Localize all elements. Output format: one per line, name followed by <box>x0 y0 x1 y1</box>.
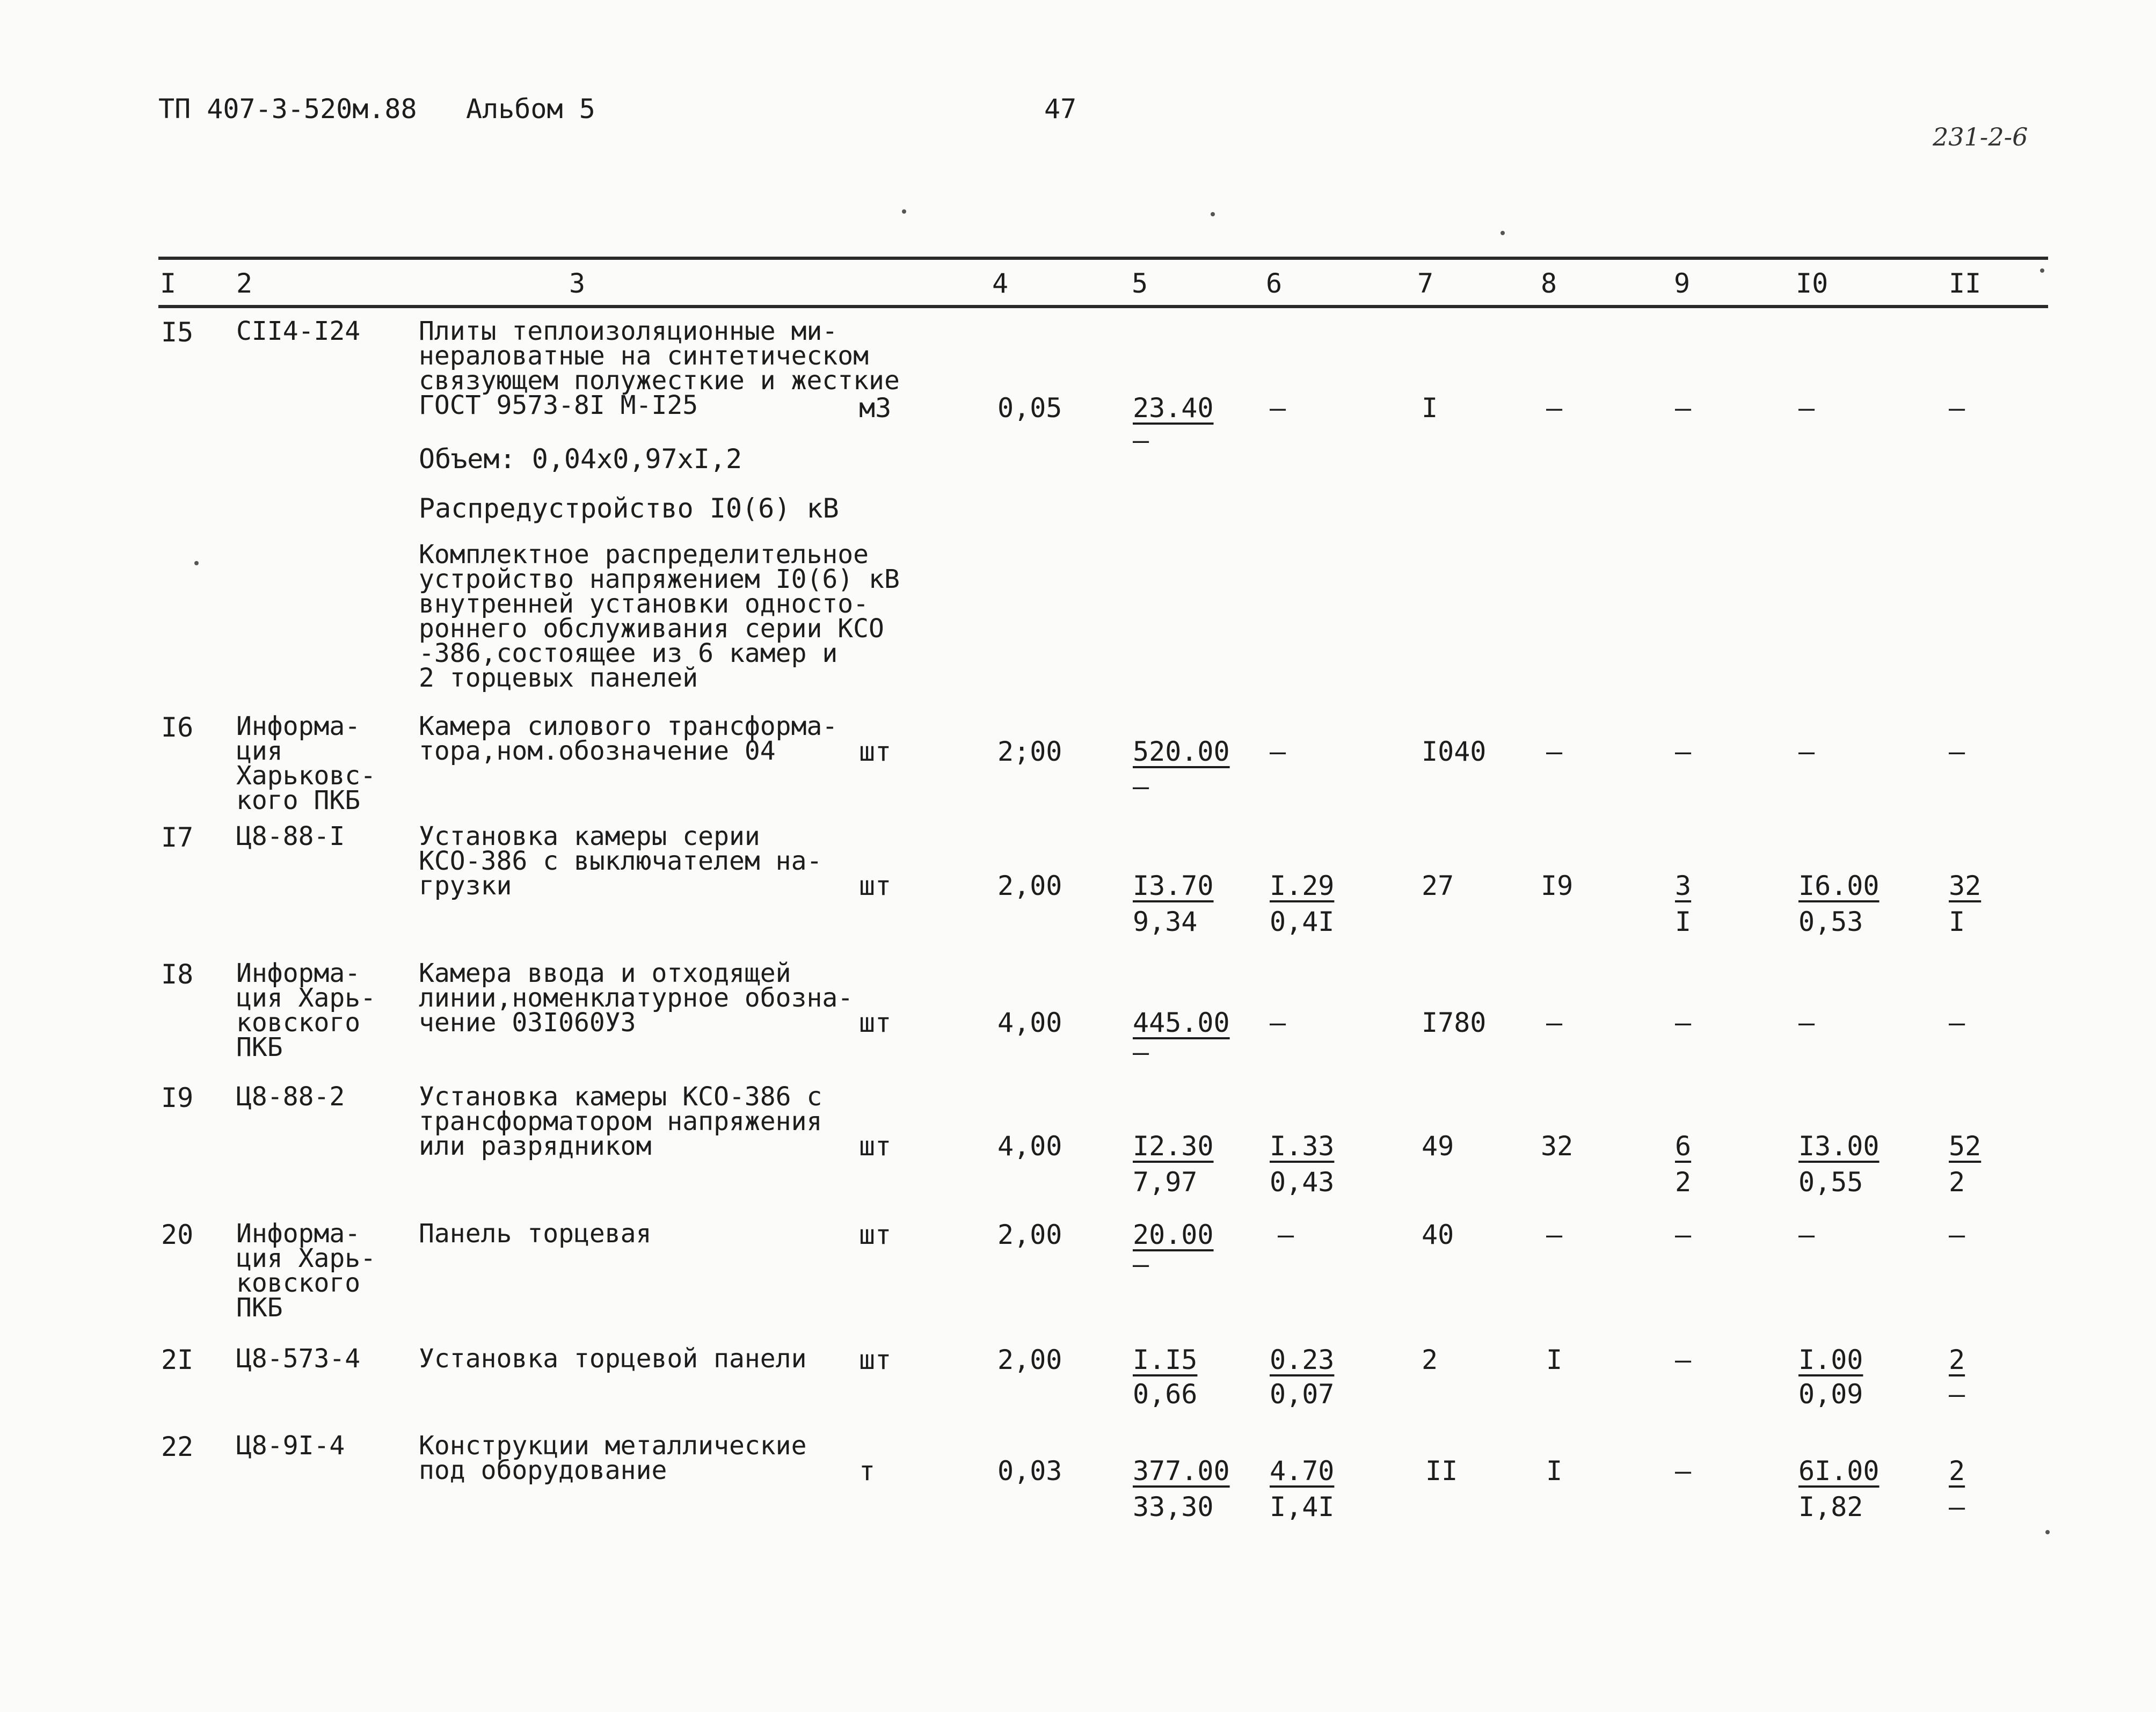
col11-value: 2 <box>1949 1344 1965 1375</box>
col8-value: I <box>1546 1455 1563 1487</box>
row-code: Ц8-573-4 <box>236 1344 361 1374</box>
col10-value: – <box>1798 1007 1815 1038</box>
section-title: Распредустройство I0(6) кВ <box>419 493 839 524</box>
col6-value: 0.23 <box>1270 1344 1335 1375</box>
col10-value: I3.00 <box>1798 1131 1880 1162</box>
row-unit: шт <box>859 1219 892 1250</box>
row-description: Панель торцевая <box>419 1219 652 1249</box>
col8-value: 32 <box>1541 1131 1574 1162</box>
row-description: Установка камеры серии КСО-386 с выключателем на- грузки <box>419 821 822 901</box>
col10-subvalue: I,82 <box>1798 1491 1863 1522</box>
col6-value: I.29 <box>1270 870 1335 901</box>
volume-note: Объем: 0,04х0,97хI,2 <box>419 443 742 475</box>
row-number: 20 <box>161 1219 194 1250</box>
col11-value: – <box>1949 392 1965 424</box>
col5-subvalue: – <box>1133 1249 1149 1280</box>
col8-value: – <box>1546 736 1563 767</box>
row-number: I5 <box>161 317 194 348</box>
col10-value: – <box>1798 736 1815 767</box>
col5-subvalue: 33,30 <box>1133 1491 1214 1522</box>
row-unit: м3 <box>859 392 892 424</box>
col8-value: – <box>1546 1219 1563 1250</box>
col10-value: – <box>1798 392 1815 424</box>
table-header-rule <box>158 305 2048 308</box>
row-unit: шт <box>859 1007 892 1038</box>
col6-value: – <box>1270 1007 1286 1038</box>
col5-subvalue: 7,97 <box>1133 1167 1198 1198</box>
col8-value: – <box>1546 1007 1563 1038</box>
col5-value: 445.00 <box>1133 1007 1230 1038</box>
scan-speck <box>2045 1530 2050 1534</box>
row-code: Информа- ция Харьковс- кого ПКБ <box>236 711 376 815</box>
col9-value: 3 <box>1675 870 1692 901</box>
col5-value: I2.30 <box>1133 1131 1214 1162</box>
row-code: Информа- ция Харь- ковского ПКБ <box>236 1219 376 1323</box>
col9-value: 6 <box>1675 1131 1692 1162</box>
col-header-1: I <box>160 268 177 299</box>
section-description: Комплектное распределительное устройство напряжением I0(6) кВ внутренней установки односто- роннего обслуживания серии КСО -386,состоящее из 6 камер и 2 торцевых панелей <box>419 540 900 693</box>
col6-value: I.33 <box>1270 1131 1335 1162</box>
row-code: Информа- ция Харь- ковского ПКБ <box>236 958 376 1062</box>
col-header-6: 6 <box>1266 268 1283 299</box>
col11-value: – <box>1949 1219 1965 1250</box>
row-description: Конструкции металлические под оборудование <box>419 1431 807 1485</box>
col5-value: 377.00 <box>1133 1455 1230 1487</box>
col5-subvalue: – <box>1133 771 1149 802</box>
col5-subvalue: – <box>1133 425 1149 456</box>
scan-speck <box>1501 231 1505 235</box>
row-number: 22 <box>161 1431 194 1462</box>
col5-value: 20.00 <box>1133 1219 1214 1250</box>
col9-value: – <box>1675 392 1692 424</box>
col8-value: – <box>1546 392 1563 424</box>
row-description: Камера силового трансформа- тора,ном.обозначение 04 <box>419 711 838 766</box>
row-quantity: 2,00 <box>997 870 1062 901</box>
col9-subvalue: I <box>1675 906 1692 937</box>
row-code: Ц8-9I-4 <box>236 1431 345 1461</box>
col9-subvalue: 2 <box>1675 1167 1692 1198</box>
col10-value: – <box>1798 1219 1815 1250</box>
album-label: Альбом 5 <box>466 93 595 125</box>
col-header-7: 7 <box>1417 268 1434 299</box>
col11-subvalue: – <box>1949 1491 1965 1522</box>
scan-speck <box>902 209 906 214</box>
col10-value: I6.00 <box>1798 870 1880 901</box>
col5-value: I3.70 <box>1133 870 1214 901</box>
row-unit: шт <box>859 1131 892 1162</box>
col7-value: I <box>1422 392 1438 424</box>
col10-value: 6I.00 <box>1798 1455 1880 1487</box>
col6-subvalue: 0,43 <box>1270 1167 1335 1198</box>
row-unit: т <box>859 1455 876 1487</box>
col-header-10: I0 <box>1796 268 1829 299</box>
col9-value: – <box>1675 1344 1692 1375</box>
scan-speck <box>1211 212 1215 216</box>
col-header-4: 4 <box>992 268 1009 299</box>
col10-value: I.00 <box>1798 1344 1863 1375</box>
scan-speck <box>194 561 199 565</box>
col5-value: 23.40 <box>1133 392 1214 424</box>
col5-subvalue: – <box>1133 1037 1149 1068</box>
col9-value: – <box>1675 1007 1692 1038</box>
col6-value: – <box>1270 736 1286 767</box>
col10-subvalue: 0,53 <box>1798 906 1863 937</box>
row-unit: шт <box>859 870 892 901</box>
row-quantity: 0,05 <box>997 392 1062 424</box>
col11-subvalue: I <box>1949 906 1965 937</box>
col6-subvalue: 0,07 <box>1270 1379 1335 1410</box>
col7-value: I780 <box>1422 1007 1487 1038</box>
col6-subvalue: 0,4I <box>1270 906 1335 937</box>
scan-speck <box>2040 268 2044 273</box>
col5-value: 520.00 <box>1133 736 1230 767</box>
page-number: 47 <box>1044 93 1077 125</box>
handwritten-mark: 231-2-6 <box>1933 122 2028 151</box>
row-description: Плиты теплоизоляционные ми- нераловатные на синтетическом связующем полужесткие и жесткие ГОСТ 9573-8I М-I25 <box>419 316 900 420</box>
col11-value: – <box>1949 1007 1965 1038</box>
row-quantity: 4,00 <box>997 1007 1062 1038</box>
col9-value: – <box>1675 1219 1692 1250</box>
row-number: I6 <box>161 712 194 743</box>
row-quantity: 0,03 <box>997 1455 1062 1487</box>
col6-value: – <box>1270 392 1286 424</box>
col7-value: I040 <box>1422 736 1487 767</box>
col9-value: – <box>1675 736 1692 767</box>
col-header-8: 8 <box>1541 268 1557 299</box>
row-description: Установка камеры КСО-386 с трансформатором напряжения или разрядником <box>419 1082 822 1161</box>
row-number: 2I <box>161 1344 194 1375</box>
row-number: I9 <box>161 1082 194 1113</box>
col8-value: I9 <box>1541 870 1574 901</box>
col5-subvalue: 0,66 <box>1133 1379 1198 1410</box>
table-top-rule <box>158 257 2048 260</box>
col-header-5: 5 <box>1132 268 1148 299</box>
col11-subvalue: 2 <box>1949 1167 1965 1198</box>
col7-value: II <box>1425 1455 1458 1487</box>
col-header-3: 3 <box>569 268 586 299</box>
col11-value: 32 <box>1949 870 1982 901</box>
row-quantity: 4,00 <box>997 1131 1062 1162</box>
row-quantity: 2,00 <box>997 1344 1062 1375</box>
row-number: I7 <box>161 822 194 853</box>
row-description: Установка торцевой панели <box>419 1344 807 1374</box>
row-unit: шт <box>859 736 892 767</box>
col10-subvalue: 0,55 <box>1798 1167 1863 1198</box>
col7-value: 49 <box>1422 1131 1454 1162</box>
col11-value: 2 <box>1949 1455 1965 1487</box>
row-code: Ц8-88-I <box>236 821 345 851</box>
row-code: Ц8-88-2 <box>236 1082 345 1112</box>
row-number: I8 <box>161 959 194 990</box>
col-header-9: 9 <box>1674 268 1691 299</box>
col5-value: I.I5 <box>1133 1344 1198 1375</box>
col7-value: 2 <box>1422 1344 1438 1375</box>
document-code: ТП 407-3-520м.88 <box>158 93 417 125</box>
col7-value: 27 <box>1422 870 1454 901</box>
col6-value: – <box>1278 1219 1294 1250</box>
row-quantity: 2;00 <box>997 736 1062 767</box>
col6-subvalue: I,4I <box>1270 1491 1335 1522</box>
col6-value: 4.70 <box>1270 1455 1335 1487</box>
row-description: Камера ввода и отходящей линии,номенклатурное обозна- чение 03I060У3 <box>419 958 854 1038</box>
row-quantity: 2,00 <box>997 1219 1062 1250</box>
col-header-11: II <box>1949 268 1982 299</box>
col11-subvalue: – <box>1949 1379 1965 1410</box>
row-unit: шт <box>859 1344 892 1375</box>
col-header-2: 2 <box>236 268 253 299</box>
col10-subvalue: 0,09 <box>1798 1379 1863 1410</box>
col8-value: I <box>1546 1344 1563 1375</box>
col9-value: – <box>1675 1455 1692 1487</box>
col11-value: 52 <box>1949 1131 1982 1162</box>
row-code: СII4-I24 <box>236 316 361 346</box>
col11-value: – <box>1949 736 1965 767</box>
col5-subvalue: 9,34 <box>1133 906 1198 937</box>
col7-value: 40 <box>1422 1219 1454 1250</box>
